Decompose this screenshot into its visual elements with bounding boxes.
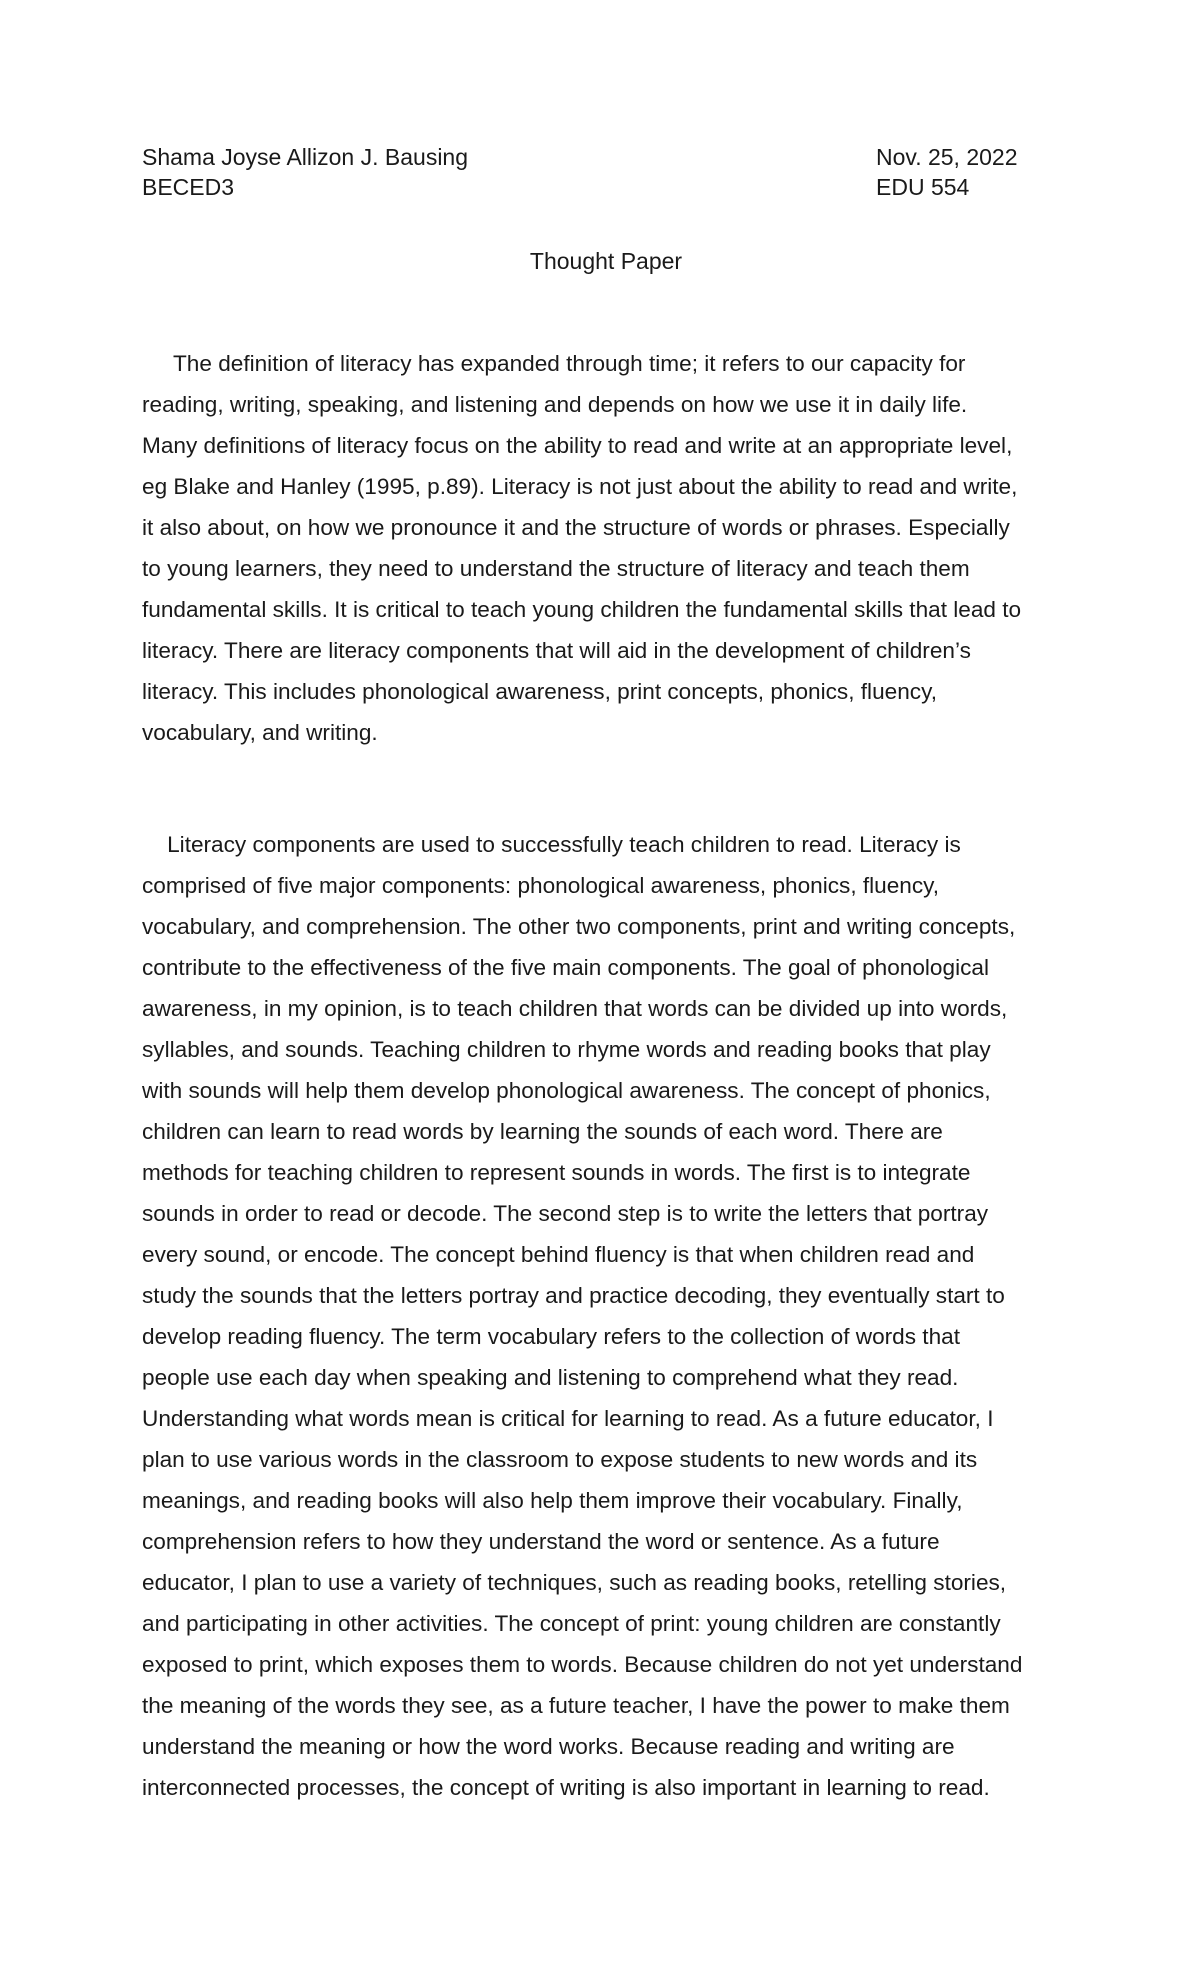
author-name: Shama Joyse Allizon J. Bausing: [142, 144, 469, 170]
document-title: Thought Paper: [529, 248, 683, 274]
paragraph-line: people use each day when speaking and listening to comprehend what they read.: [142, 1365, 959, 1390]
paragraph-line: with sounds will help them develop phonological awareness. The concept of phonics,: [142, 1078, 991, 1103]
paragraph-line: meanings, and reading books will also help them improve their vocabulary. Finally,: [142, 1488, 963, 1513]
paragraph-line: every sound, or encode. The concept behind fluency is that when children read and: [142, 1242, 975, 1267]
paragraph-line: sounds in order to read or decode. The second step is to write the letters that portray: [142, 1201, 989, 1226]
paragraph-line: reading, writing, speaking, and listening and depends on how we use it in daily life.: [142, 392, 968, 417]
paragraph-line: syllables, and sounds. Teaching children to rhyme words and reading books that play: [142, 1037, 991, 1062]
paragraph-line: educator, I plan to use a variety of techniques, such as reading books, retelling stories,: [142, 1570, 1007, 1595]
header-right: [876, 142, 1018, 202]
paragraph-line: comprehension refers to how they understand the word or sentence. As a future: [142, 1529, 940, 1554]
paragraph-line: literacy. This includes phonological awareness, print concepts, phonics, fluency,: [142, 679, 937, 704]
paragraph-line: exposed to print, which exposes them to words. Because children do not yet understand: [142, 1652, 1023, 1677]
paragraph-line: interconnected processes, the concept of writing is also important in learning to read.: [142, 1775, 990, 1800]
paragraph-line: comprised of five major components: phonological awareness, phonics, fluency,: [142, 873, 940, 898]
paragraph-line: The definition of literacy has expanded through time; it refers to our capacity for: [142, 351, 966, 376]
paragraph-line: Many definitions of literacy focus on the ability to read and write at an appropriate level,: [142, 433, 1013, 458]
paragraph-line: vocabulary, and writing.: [142, 720, 378, 745]
paragraph-line: vocabulary, and comprehension. The other two components, print and writing concepts,: [142, 914, 1016, 939]
paragraph-line: Understanding what words mean is critical for learning to read. As a future educator, I: [142, 1406, 994, 1431]
body-paragraph: [142, 824, 1072, 1808]
paragraph-line: to young learners, they need to understand the structure of literacy and teach them: [142, 556, 970, 581]
paragraph-line: methods for teaching children to represent sounds in words. The first is to integrate: [142, 1160, 971, 1185]
document-date: Nov. 25, 2022: [876, 144, 1018, 170]
paragraph-line: awareness, in my opinion, is to teach children that words can be divided up into words,: [142, 996, 1008, 1021]
paragraph-line: it also about, on how we pronounce it and the structure of words or phrases. Especially: [142, 515, 1010, 540]
paragraph-line: literacy. There are literacy components that will aid in the development of children’s: [142, 638, 971, 663]
paragraph-line: fundamental skills. It is critical to teach young children the fundamental skills that lead to: [142, 597, 1022, 622]
paragraph-line: and participating in other activities. The concept of print: young children are constantly: [142, 1611, 1001, 1636]
paragraph-line: Literacy components are used to successfully teach children to read. Literacy is: [142, 832, 961, 857]
paragraph-line: develop reading fluency. The term vocabulary refers to the collection of words that: [142, 1324, 960, 1349]
paragraph-line: contribute to the effectiveness of the five main components. The goal of phonological: [142, 955, 989, 980]
header-left: [142, 142, 468, 202]
paragraph-line: children can learn to read words by learning the sounds of each word. There are: [142, 1119, 943, 1144]
paragraph-line: the meaning of the words they see, as a future teacher, I have the power to make them: [142, 1693, 1010, 1718]
paragraph-line: plan to use various words in the classroom to expose students to new words and its: [142, 1447, 978, 1472]
body-paragraph: [142, 343, 1072, 753]
student-section: BECED3: [142, 174, 235, 200]
paragraph-line: study the sounds that the letters portray and practice decoding, they eventually start to: [142, 1283, 1005, 1308]
paragraph-line: eg Blake and Hanley (1995, p.89). Literacy is not just about the ability to read and write,: [142, 474, 1018, 499]
course-code: EDU 554: [876, 174, 970, 200]
paragraph-line: understand the meaning or how the word works. Because reading and writing are: [142, 1734, 955, 1759]
